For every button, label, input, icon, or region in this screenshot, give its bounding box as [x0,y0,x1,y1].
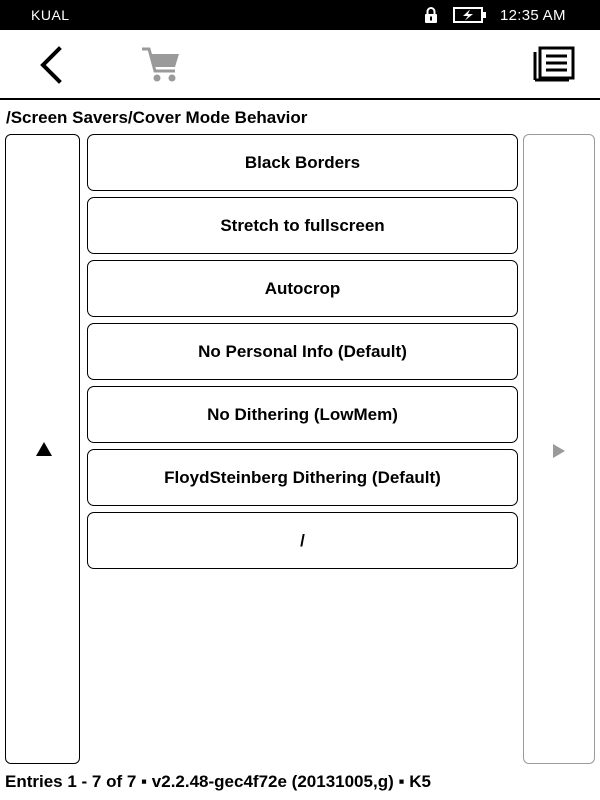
battery-charging-icon [453,7,487,23]
menu-item-floydsteinberg-dithering[interactable]: FloydSteinberg Dithering (Default) [87,449,518,506]
status-app-name: KUAL [31,7,70,23]
page-next-button[interactable] [523,134,595,764]
menu-item-root[interactable]: / [87,512,518,569]
menu-item-no-dithering[interactable]: No Dithering (LowMem) [87,386,518,443]
toolbar [0,30,600,100]
menu-item-autocrop[interactable]: Autocrop [87,260,518,317]
page-up-button[interactable] [5,134,80,764]
status-time: 12:35 AM [500,7,566,24]
breadcrumb: /Screen Savers/Cover Mode Behavior [6,108,308,127]
back-arrow-icon[interactable] [30,44,70,86]
triangle-up-icon [36,442,52,456]
menu-item-no-personal-info[interactable]: No Personal Info (Default) [87,323,518,380]
footer-status: Entries 1 - 7 of 7 ▪ v2.2.48-gec4f72e (20131005,g) ▪ K5 [5,772,431,791]
cart-icon[interactable] [140,46,182,84]
menu-list-icon[interactable] [533,46,575,82]
triangle-right-icon [553,444,565,458]
menu-item-stretch-fullscreen[interactable]: Stretch to fullscreen [87,197,518,254]
menu-item-black-borders[interactable]: Black Borders [87,134,518,191]
lock-icon [424,6,438,24]
status-bar [0,0,600,30]
